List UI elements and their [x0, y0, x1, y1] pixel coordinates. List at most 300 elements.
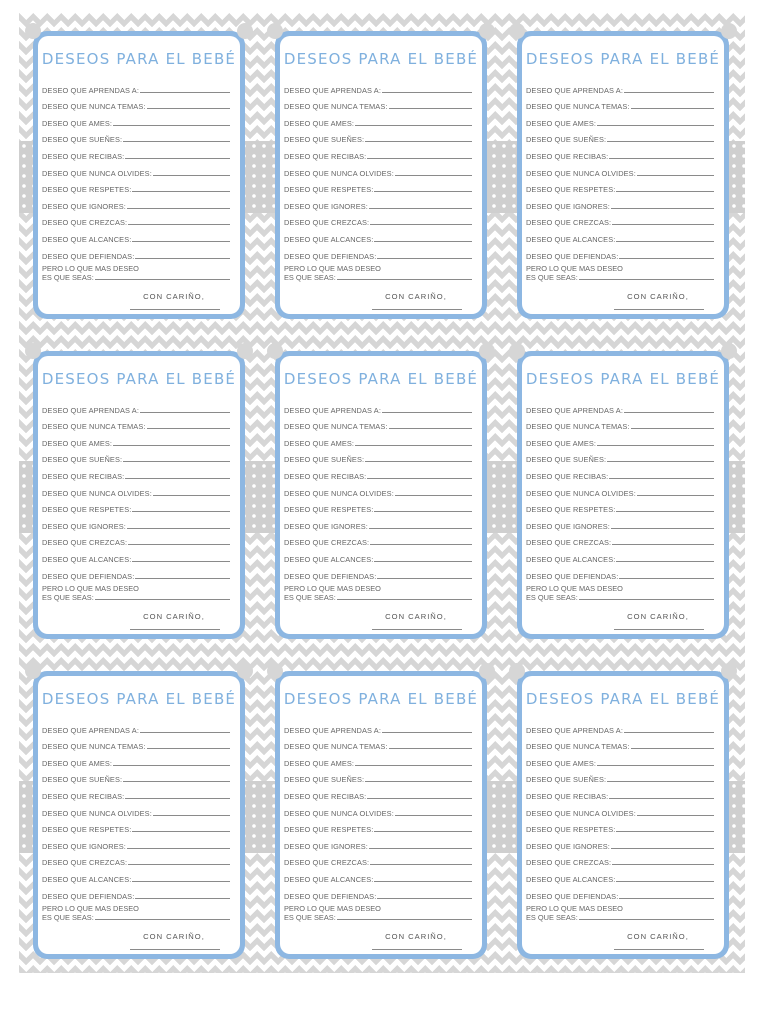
- wish-line: [526, 161, 714, 178]
- wish-line: [42, 564, 230, 581]
- wish-label: DESEO QUE NUNCA OLVIDES:: [526, 168, 636, 178]
- wish-label: DESEO QUE ALCANCES:: [526, 874, 616, 884]
- signature-line: [372, 949, 462, 950]
- write-line: [382, 92, 472, 93]
- closing-line-1: PERO LO QUE MAS DESEO: [284, 583, 381, 593]
- write-line: [374, 881, 472, 882]
- closing-wish: [42, 904, 230, 922]
- signature-line: [372, 309, 462, 310]
- wish-line: [42, 851, 230, 868]
- wish-line: [526, 514, 714, 531]
- card-title: DESEOS PARA EL BEBÉ: [283, 690, 479, 708]
- wish-line: [42, 144, 230, 161]
- write-line: [607, 781, 714, 782]
- closing-wish: [284, 904, 472, 922]
- closing-wish: [284, 264, 472, 282]
- write-line: [147, 108, 231, 109]
- wish-label: DESEO QUE APRENDAS A:: [526, 405, 623, 415]
- closing-wish: [526, 904, 714, 922]
- write-line: [125, 158, 230, 159]
- write-line: [128, 224, 230, 225]
- write-line: [128, 544, 230, 545]
- write-line: [370, 224, 472, 225]
- wish-line: [526, 564, 714, 581]
- wish-card-body: [522, 356, 724, 634]
- closing-label: ES QUE SEAS:: [42, 272, 94, 282]
- wish-label: DESEO QUE IGNORES:: [526, 201, 610, 211]
- write-line: [616, 191, 714, 192]
- closing-line-1: PERO LO QUE MAS DESEO: [42, 263, 139, 273]
- wish-lines: [280, 718, 482, 922]
- wish-card: [517, 671, 729, 959]
- wish-label: DESEO QUE APRENDAS A:: [526, 85, 623, 95]
- wish-line: [42, 514, 230, 531]
- wish-line: [284, 884, 472, 901]
- wish-lines: [280, 398, 482, 602]
- closing-wish: [42, 584, 230, 602]
- wish-line: [42, 95, 230, 112]
- wish-label: DESEO QUE DEFIENDAS:: [42, 251, 135, 261]
- wish-card: [517, 31, 729, 319]
- wish-line: [284, 751, 472, 768]
- wish-label: DESEO QUE IGNORES:: [42, 521, 126, 531]
- wish-label: DESEO QUE RESPETES:: [526, 825, 616, 835]
- signature-line: [614, 629, 704, 630]
- wish-label: DESEO QUE IGNORES:: [42, 841, 126, 851]
- wish-label: DESEO QUE RECIBAS:: [526, 471, 609, 481]
- wish-line: [284, 144, 472, 161]
- card-title: DESEOS PARA EL BEBÉ: [525, 50, 721, 68]
- wish-label: DESEO QUE NUNCA OLVIDES:: [42, 168, 152, 178]
- write-line: [135, 258, 230, 259]
- wish-label: DESEO QUE RESPETES:: [42, 505, 132, 515]
- wish-line: [284, 431, 472, 448]
- write-line: [140, 412, 230, 413]
- wish-line: [42, 884, 230, 901]
- write-line: [369, 848, 472, 849]
- write-line: [597, 765, 714, 766]
- write-line: [637, 495, 714, 496]
- wish-label: DESEO QUE SUEÑES:: [526, 775, 607, 785]
- wish-label: DESEO QUE ALCANCES:: [42, 874, 132, 884]
- write-line: [611, 208, 714, 209]
- write-line: [140, 92, 230, 93]
- closing-label: ES QUE SEAS:: [526, 912, 578, 922]
- closing-line-2: [284, 593, 472, 602]
- wish-label: DESEO QUE DEFIENDAS:: [526, 891, 619, 901]
- wish-label: DESEO QUE SUEÑES:: [526, 135, 607, 145]
- write-line: [365, 781, 472, 782]
- wish-label: DESEO QUE IGNORES:: [284, 841, 368, 851]
- wish-line: [526, 415, 714, 432]
- signature-label: CON CARIÑO,: [627, 931, 689, 941]
- wish-line: [42, 718, 230, 735]
- wish-label: DESEO QUE AMES:: [42, 438, 113, 448]
- write-line: [607, 461, 714, 462]
- signature-label: CON CARIÑO,: [143, 931, 205, 941]
- wish-line: [284, 211, 472, 228]
- wish-line: [526, 211, 714, 228]
- wish-line: [526, 481, 714, 498]
- signature-label: CON CARIÑO,: [627, 611, 689, 621]
- wish-label: DESEO QUE RECIBAS:: [284, 151, 367, 161]
- wish-line: [42, 768, 230, 785]
- write-line: [95, 279, 230, 280]
- wish-label: DESEO QUE CREZCAS:: [526, 218, 612, 228]
- wish-label: DESEO QUE IGNORES:: [526, 841, 610, 851]
- wish-label: DESEO QUE APRENDAS A:: [284, 725, 381, 735]
- signature-line: [130, 629, 220, 630]
- write-line: [95, 919, 230, 920]
- wish-label: DESEO QUE APRENDAS A:: [42, 725, 139, 735]
- wish-label: DESEO QUE AMES:: [284, 118, 355, 128]
- closing-line-2: [284, 273, 472, 282]
- write-line: [609, 478, 714, 479]
- wish-label: DESEO QUE CREZCAS:: [284, 538, 370, 548]
- closing-line-2: [42, 593, 230, 602]
- wish-label: DESEO QUE DEFIENDAS:: [526, 251, 619, 261]
- closing-line-2: [526, 593, 714, 602]
- write-line: [389, 428, 473, 429]
- wish-line: [526, 751, 714, 768]
- wish-line: [526, 448, 714, 465]
- write-line: [619, 578, 714, 579]
- wish-line: [526, 851, 714, 868]
- wish-line: [526, 128, 714, 145]
- wish-label: DESEO QUE APRENDAS A:: [42, 405, 139, 415]
- wish-label: DESEO QUE NUNCA TEMAS:: [284, 422, 388, 432]
- wish-card-body: [38, 356, 240, 634]
- wish-label: DESEO QUE IGNORES:: [284, 201, 368, 211]
- wish-line: [284, 464, 472, 481]
- write-line: [389, 108, 473, 109]
- wish-label: DESEO QUE ALCANCES:: [42, 234, 132, 244]
- wish-label: DESEO QUE AMES:: [526, 118, 597, 128]
- wish-label: DESEO QUE CREZCAS:: [284, 218, 370, 228]
- wish-label: DESEO QUE RESPETES:: [42, 825, 132, 835]
- write-line: [624, 412, 714, 413]
- write-line: [597, 125, 714, 126]
- wish-label: DESEO QUE NUNCA TEMAS:: [42, 422, 146, 432]
- write-line: [132, 511, 230, 512]
- write-line: [365, 141, 472, 142]
- wish-line: [284, 111, 472, 128]
- wish-line: [284, 227, 472, 244]
- wish-label: DESEO QUE CREZCAS:: [526, 538, 612, 548]
- wish-line: [42, 867, 230, 884]
- wish-line: [526, 464, 714, 481]
- wish-line: [284, 531, 472, 548]
- wish-label: DESEO QUE AMES:: [42, 758, 113, 768]
- write-line: [579, 279, 714, 280]
- write-line: [631, 748, 715, 749]
- closing-line-1: PERO LO QUE MAS DESEO: [42, 583, 139, 593]
- write-line: [113, 125, 230, 126]
- wish-lines: [38, 398, 240, 602]
- write-line: [619, 898, 714, 899]
- closing-line-1: PERO LO QUE MAS DESEO: [284, 903, 381, 913]
- wish-line: [42, 178, 230, 195]
- wish-line: [526, 244, 714, 261]
- signature-label: CON CARIÑO,: [627, 291, 689, 301]
- signature-label: CON CARIÑO,: [385, 611, 447, 621]
- write-line: [135, 578, 230, 579]
- wish-label: DESEO QUE RESPETES:: [284, 185, 374, 195]
- write-line: [374, 561, 472, 562]
- wish-line: [42, 244, 230, 261]
- wish-line: [42, 431, 230, 448]
- wish-label: DESEO QUE SUEÑES:: [284, 455, 365, 465]
- wish-label: DESEO QUE IGNORES:: [42, 201, 126, 211]
- wish-line: [526, 95, 714, 112]
- wish-card-body: [280, 356, 482, 634]
- wish-label: DESEO QUE ALCANCES:: [42, 554, 132, 564]
- write-line: [374, 511, 472, 512]
- wish-line: [284, 867, 472, 884]
- wish-line: [284, 784, 472, 801]
- wish-card: [33, 31, 245, 319]
- wish-line: [42, 498, 230, 515]
- wish-line: [526, 718, 714, 735]
- write-line: [125, 798, 230, 799]
- wish-line: [526, 144, 714, 161]
- signature-line: [130, 949, 220, 950]
- wish-line: [526, 398, 714, 415]
- wish-lines: [522, 398, 724, 602]
- wish-label: DESEO QUE RECIBAS:: [526, 151, 609, 161]
- write-line: [616, 561, 714, 562]
- wish-label: DESEO QUE DEFIENDAS:: [284, 251, 377, 261]
- wish-line: [526, 818, 714, 835]
- card-title: DESEOS PARA EL BEBÉ: [41, 690, 237, 708]
- write-line: [609, 798, 714, 799]
- wish-line: [284, 78, 472, 95]
- wish-label: DESEO QUE ALCANCES:: [526, 554, 616, 564]
- wish-lines: [280, 78, 482, 282]
- wish-label: DESEO QUE RECIBAS:: [42, 791, 125, 801]
- wish-label: DESEO QUE AMES:: [526, 758, 597, 768]
- write-line: [337, 279, 472, 280]
- wish-line: [42, 211, 230, 228]
- wish-line: [284, 718, 472, 735]
- wish-line: [42, 78, 230, 95]
- wish-label: DESEO QUE DEFIENDAS:: [42, 571, 135, 581]
- wish-line: [526, 867, 714, 884]
- write-line: [624, 732, 714, 733]
- write-line: [611, 528, 714, 529]
- write-line: [365, 461, 472, 462]
- wish-line: [526, 227, 714, 244]
- wish-lines: [38, 78, 240, 282]
- wish-label: DESEO QUE AMES:: [284, 438, 355, 448]
- write-line: [374, 191, 472, 192]
- write-line: [374, 241, 472, 242]
- write-line: [367, 798, 472, 799]
- wish-label: DESEO QUE NUNCA TEMAS:: [526, 742, 630, 752]
- wish-card: [33, 351, 245, 639]
- closing-line-1: PERO LO QUE MAS DESEO: [526, 903, 623, 913]
- write-line: [113, 445, 230, 446]
- write-line: [597, 445, 714, 446]
- write-line: [132, 831, 230, 832]
- wish-line: [42, 784, 230, 801]
- wish-line: [284, 564, 472, 581]
- wish-label: DESEO QUE NUNCA TEMAS:: [42, 102, 146, 112]
- wish-label: DESEO QUE RECIBAS:: [284, 791, 367, 801]
- write-line: [127, 528, 230, 529]
- wish-line: [42, 227, 230, 244]
- write-line: [369, 208, 472, 209]
- wish-line: [284, 448, 472, 465]
- write-line: [147, 748, 231, 749]
- write-line: [355, 125, 472, 126]
- write-line: [611, 848, 714, 849]
- wish-label: DESEO QUE RESPETES:: [526, 185, 616, 195]
- wish-card: [517, 351, 729, 639]
- wish-label: DESEO QUE SUEÑES:: [42, 775, 123, 785]
- closing-line-2: [42, 273, 230, 282]
- wish-line: [284, 415, 472, 432]
- write-line: [128, 864, 230, 865]
- wish-line: [42, 415, 230, 432]
- write-line: [612, 864, 714, 865]
- write-line: [631, 428, 715, 429]
- wish-line: [284, 834, 472, 851]
- write-line: [382, 732, 472, 733]
- closing-line-2: [42, 913, 230, 922]
- write-line: [609, 158, 714, 159]
- wish-line: [284, 95, 472, 112]
- write-line: [389, 748, 473, 749]
- wish-label: DESEO QUE ALCANCES:: [284, 234, 374, 244]
- wish-label: DESEO QUE APRENDAS A:: [526, 725, 623, 735]
- wish-label: DESEO QUE DEFIENDAS:: [284, 571, 377, 581]
- wish-line: [284, 547, 472, 564]
- write-line: [153, 175, 230, 176]
- wish-card-body: [522, 36, 724, 314]
- wish-label: DESEO QUE CREZCAS:: [42, 858, 128, 868]
- write-line: [95, 599, 230, 600]
- write-line: [370, 544, 472, 545]
- write-line: [367, 478, 472, 479]
- wish-lines: [522, 78, 724, 282]
- wish-line: [42, 194, 230, 211]
- wish-lines: [38, 718, 240, 922]
- closing-line-1: PERO LO QUE MAS DESEO: [526, 583, 623, 593]
- wish-line: [526, 498, 714, 515]
- wish-label: DESEO QUE RECIBAS:: [284, 471, 367, 481]
- write-line: [616, 881, 714, 882]
- wish-label: DESEO QUE AMES:: [42, 118, 113, 128]
- wish-label: DESEO QUE NUNCA OLVIDES:: [526, 808, 636, 818]
- wish-line: [526, 547, 714, 564]
- write-line: [123, 461, 230, 462]
- write-line: [355, 765, 472, 766]
- wish-label: DESEO QUE RESPETES:: [284, 505, 374, 515]
- wish-label: DESEO QUE APRENDAS A:: [42, 85, 139, 95]
- wish-label: DESEO QUE NUNCA OLVIDES:: [284, 488, 394, 498]
- wish-label: DESEO QUE RESPETES:: [284, 825, 374, 835]
- write-line: [113, 765, 230, 766]
- card-title: DESEOS PARA EL BEBÉ: [283, 370, 479, 388]
- wish-line: [526, 194, 714, 211]
- wish-label: DESEO QUE IGNORES:: [526, 521, 610, 531]
- wish-line: [42, 111, 230, 128]
- write-line: [377, 898, 472, 899]
- wish-label: DESEO QUE NUNCA TEMAS:: [284, 742, 388, 752]
- write-line: [147, 428, 231, 429]
- write-line: [132, 241, 230, 242]
- wish-line: [284, 735, 472, 752]
- wish-label: DESEO QUE NUNCA TEMAS:: [526, 102, 630, 112]
- wish-label: DESEO QUE RECIBAS:: [42, 151, 125, 161]
- closing-wish: [526, 264, 714, 282]
- wish-line: [284, 178, 472, 195]
- write-line: [382, 412, 472, 413]
- wish-line: [42, 448, 230, 465]
- card-title: DESEOS PARA EL BEBÉ: [41, 50, 237, 68]
- wish-label: DESEO QUE NUNCA TEMAS:: [42, 742, 146, 752]
- wish-label: DESEO QUE RESPETES:: [526, 505, 616, 515]
- wish-label: DESEO QUE SUEÑES:: [284, 135, 365, 145]
- closing-label: ES QUE SEAS:: [284, 592, 336, 602]
- write-line: [377, 258, 472, 259]
- wish-card-body: [280, 36, 482, 314]
- wish-line: [284, 194, 472, 211]
- closing-label: ES QUE SEAS:: [526, 272, 578, 282]
- wish-label: DESEO QUE SUEÑES:: [42, 135, 123, 145]
- wish-lines: [522, 718, 724, 922]
- closing-label: ES QUE SEAS:: [284, 912, 336, 922]
- wish-card-body: [38, 36, 240, 314]
- write-line: [369, 528, 472, 529]
- write-line: [140, 732, 230, 733]
- write-line: [607, 141, 714, 142]
- wish-card-body: [38, 676, 240, 954]
- wish-line: [526, 178, 714, 195]
- signature-label: CON CARIÑO,: [385, 291, 447, 301]
- closing-line-1: PERO LO QUE MAS DESEO: [526, 263, 623, 273]
- signature-line: [614, 949, 704, 950]
- closing-label: ES QUE SEAS:: [284, 272, 336, 282]
- wish-line: [284, 128, 472, 145]
- wish-line: [526, 768, 714, 785]
- wish-line: [526, 431, 714, 448]
- wish-label: DESEO QUE RESPETES:: [42, 185, 132, 195]
- closing-line-2: [284, 913, 472, 922]
- wish-line: [42, 161, 230, 178]
- wish-label: DESEO QUE NUNCA TEMAS:: [526, 422, 630, 432]
- write-line: [579, 599, 714, 600]
- signature-label: CON CARIÑO,: [143, 611, 205, 621]
- write-line: [367, 158, 472, 159]
- write-line: [123, 781, 230, 782]
- wish-label: DESEO QUE NUNCA OLVIDES:: [284, 808, 394, 818]
- wish-label: DESEO QUE SUEÑES:: [42, 455, 123, 465]
- write-line: [616, 511, 714, 512]
- write-line: [337, 599, 472, 600]
- wish-card-body: [522, 676, 724, 954]
- wish-card: [33, 671, 245, 959]
- wish-label: DESEO QUE ALCANCES:: [284, 554, 374, 564]
- wish-label: DESEO QUE APRENDAS A:: [284, 405, 381, 415]
- wish-label: DESEO QUE NUNCA OLVIDES:: [284, 168, 394, 178]
- wish-line: [42, 531, 230, 548]
- wish-label: DESEO QUE APRENDAS A:: [284, 85, 381, 95]
- write-line: [153, 495, 230, 496]
- wish-label: DESEO QUE SUEÑES:: [284, 775, 365, 785]
- wish-line: [526, 834, 714, 851]
